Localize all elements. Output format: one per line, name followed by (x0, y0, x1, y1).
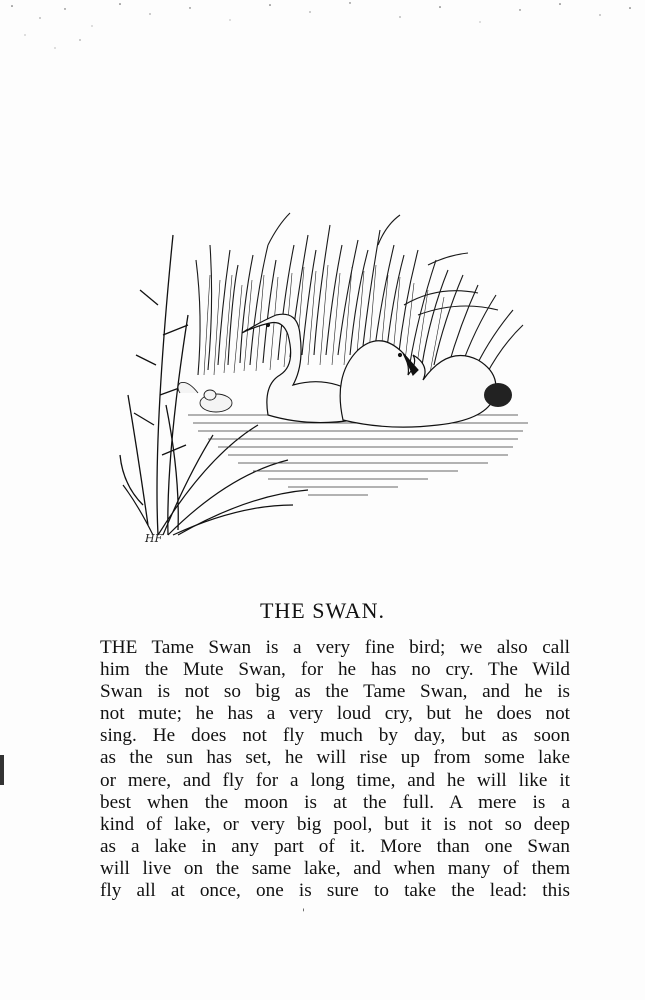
text-line: not mute; he has a very loud cry, but he does not (100, 703, 570, 725)
swan-illustration (118, 205, 538, 550)
page-tick-mark: ' (302, 908, 305, 919)
text-line: sing. He does not fly much by day, but as soon (100, 725, 570, 747)
text-line: kind of lake, or very big pool, but it is not so deep (100, 813, 570, 835)
text-line: will live on the same lake, and when many of them (100, 857, 570, 879)
text-line: as a lake in any part of it. More than one Swan (100, 835, 570, 857)
illustrator-monogram: HF (145, 532, 163, 545)
text-line: fly all at once, one is sure to take the lead: this (100, 880, 570, 902)
text-line: THE Tame Swan is a very fine bird; we also call (100, 637, 570, 658)
article-body (100, 637, 570, 902)
text-line: Swan is not so big as the Tame Swan, and he is (100, 681, 570, 703)
text-line: him the Mute Swan, for he has no cry. The Wild (100, 659, 570, 681)
page-title: THE SWAN. (259, 598, 386, 623)
page-speckle (0, 0, 645, 60)
text-line: best when the moon is at the full. A mere is a (100, 791, 570, 813)
scan-edge-mark (0, 755, 4, 785)
text-line: or mere, and fly for a long time, and he will like it (100, 769, 570, 791)
text-line: as the sun has set, he will rise up from some lake (100, 747, 570, 769)
